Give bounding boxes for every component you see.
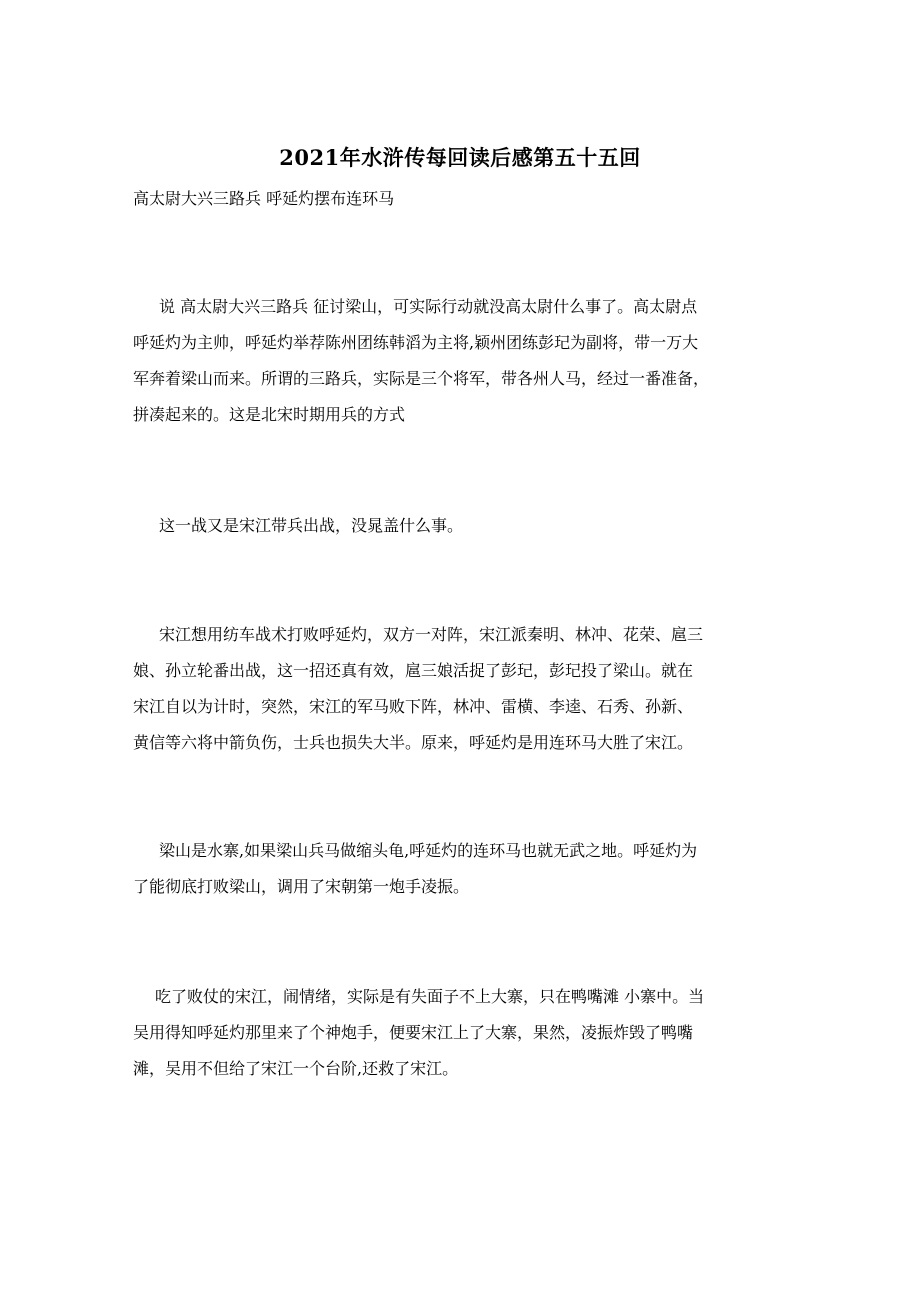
paragraph-3 [133, 617, 793, 761]
paragraph-line: 呼延灼为主帅，呼延灼举荐陈州团练韩滔为主将,颖州团练彭玘为副将，带一万大 [133, 333, 699, 352]
paragraph-line: 这一战又是宋江带兵出战，没晁盖什么事。 [159, 516, 464, 535]
paragraph-line: 娘、孙立轮番出战，这一招还真有效，扈三娘活捉了彭玘，彭玘投了梁山。就在 [133, 661, 694, 680]
chapter-subtitle: 高太尉大兴三路兵 呼延灼摆布连环马 [133, 189, 395, 208]
paragraph-line: 吃了败仗的宋江，闹情绪，实际是有失面子不上大寨，只在鸭嘴滩 小寨中。当 [155, 987, 705, 1006]
paragraph-line: 军奔着梁山而来。所谓的三路兵，实际是三个将军，带各州人马，经过一番准备， [133, 369, 710, 388]
paragraph-1 [133, 289, 793, 433]
paragraph-line: 吴用得知呼延灼那里来了个神炮手，便要宋江上了大寨，果然，凌振炸毁了鸭嘴 [133, 1023, 694, 1042]
paragraph-line: 滩，吴用不但给了宋江一个台阶,还救了宋江。 [133, 1059, 459, 1078]
paragraph-2 [133, 508, 793, 544]
paragraph-line: 宋江自以为计时，突然，宋江的军马败下阵，林冲、雷横、李逵、石秀、孙新、 [133, 697, 694, 716]
paragraph-line: 宋江想用纺车战术打败呼延灼，双方一对阵，宋江派秦明、林冲、花荣、扈三 [159, 625, 704, 644]
paragraph-line: 拼凑起来的。这是北宋时期用兵的方式 [133, 405, 406, 424]
paragraph-5 [133, 979, 793, 1087]
paragraph-line: 了能彻底打败梁山，调用了宋朝第一炮手凌振。 [133, 877, 470, 896]
paragraph-4 [133, 833, 793, 905]
paragraph-line: 梁山是水寨,如果梁山兵马做缩头龟,呼延灼的连环马也就无武之地。呼延灼为 [159, 841, 698, 860]
document-title: 2021年水浒传每回读后感第五十五回 [279, 145, 641, 170]
paragraph-line: 说 高太尉大兴三路兵 征讨梁山，可实际行动就没高太尉什么事了。高太尉点 [159, 297, 698, 316]
paragraph-line: 黄信等六将中箭负伤，士兵也损失大半。原来，呼延灼是用连环马大胜了宋江。 [133, 733, 694, 752]
